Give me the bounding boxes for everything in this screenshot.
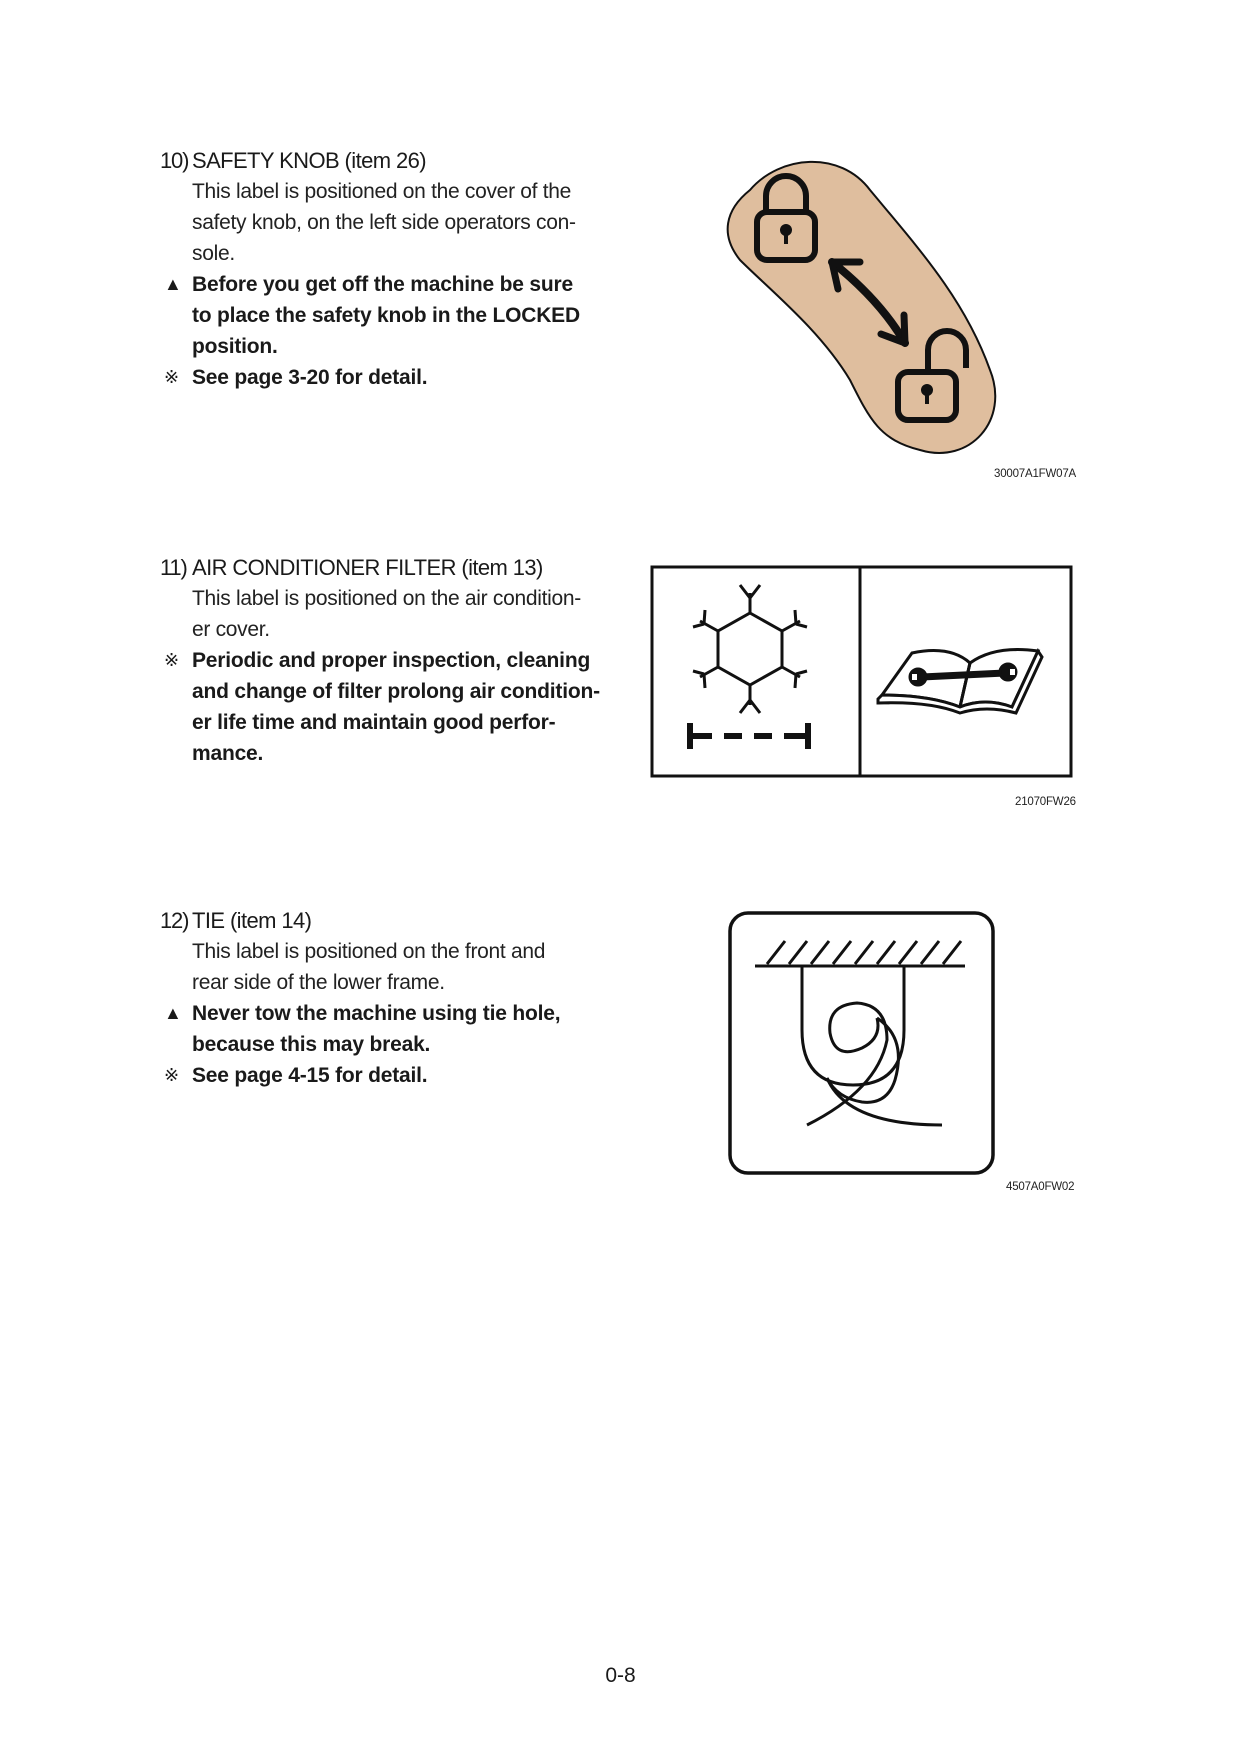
line-text: Periodic and proper inspection, cleaning: [192, 649, 591, 672]
line-text: This label is positioned on the cover of the: [192, 180, 572, 203]
warning-line: [160, 998, 600, 1029]
section-number: 10): [160, 148, 189, 173]
section-number: 11): [160, 555, 187, 580]
body-line: [160, 176, 600, 207]
note-line: [160, 362, 600, 393]
tie-hole-label-icon: [727, 910, 997, 1176]
line-text: safety knob, on the left side operators con-: [192, 211, 576, 234]
line-text: Never tow the machine using tie hole,: [192, 1002, 561, 1025]
body-line: [160, 583, 600, 614]
warning-triangle-icon: ▲: [164, 1003, 182, 1023]
line-text: er life time and maintain good perfor-: [192, 711, 556, 734]
line-text: mance.: [192, 742, 264, 765]
line-text: This label is positioned on the air condition-: [192, 587, 581, 610]
section-heading: [160, 906, 600, 936]
body-line: [160, 936, 600, 967]
line-text: sole.: [192, 242, 235, 265]
section-title: AIR CONDITIONER FILTER: [192, 555, 456, 580]
body-line: [160, 707, 600, 738]
line-text: and change of filter prolong air condition-: [192, 680, 600, 703]
lock-unlock-label-icon: [720, 150, 1010, 460]
body-line: [160, 967, 600, 998]
ac-filter-manual-label-icon: [650, 565, 1075, 780]
figure-code: 21070FW26: [1015, 796, 1076, 808]
body-line: [160, 614, 600, 645]
warning-line: [160, 269, 600, 300]
page-number: 0-8: [605, 1664, 636, 1687]
reference-mark-icon: ※: [164, 367, 179, 387]
body-line: [160, 738, 600, 769]
line-text: to place the safety knob in the LOCKED: [192, 304, 580, 327]
section-item-ref: (item 26): [339, 148, 426, 173]
body-line: [160, 238, 600, 269]
body-line: [160, 676, 600, 707]
section-title: TIE: [192, 908, 225, 933]
section-body: [160, 176, 600, 393]
line-text: See page 3-20 for detail.: [192, 366, 428, 389]
body-line: [160, 331, 600, 362]
figure-code: 4507A0FW02: [1006, 1181, 1075, 1193]
section-tie: [160, 906, 600, 1091]
note-line: [160, 645, 600, 676]
line-text: See page 4-15 for detail.: [192, 1064, 428, 1087]
line-text: This label is positioned on the front and: [192, 940, 546, 963]
section-item-ref: (item 13): [455, 555, 543, 580]
section-body: [160, 583, 600, 769]
reference-mark-icon: ※: [164, 1065, 179, 1085]
body-line: [160, 300, 600, 331]
note-line: [160, 1060, 600, 1091]
section-number: 12): [160, 908, 189, 933]
line-text: Before you get off the machine be sure: [192, 273, 573, 296]
reference-mark-icon: ※: [164, 650, 179, 670]
line-text: er cover.: [192, 618, 270, 641]
section-air-conditioner-filter: [160, 553, 600, 769]
section-title: SAFETY KNOB: [192, 148, 340, 173]
body-line: [160, 1029, 600, 1060]
body-line: [160, 207, 600, 238]
section-safety-knob: [160, 146, 600, 393]
line-text: rear side of the lower frame.: [192, 971, 445, 994]
line-text: because this may break.: [192, 1033, 431, 1056]
section-body: [160, 936, 600, 1091]
figure-code: 30007A1FW07A: [994, 468, 1076, 480]
section-item-ref: (item 14): [224, 908, 312, 933]
section-heading: [160, 553, 600, 583]
warning-triangle-icon: ▲: [164, 274, 182, 294]
section-heading: [160, 146, 600, 176]
line-text: position.: [192, 335, 278, 358]
